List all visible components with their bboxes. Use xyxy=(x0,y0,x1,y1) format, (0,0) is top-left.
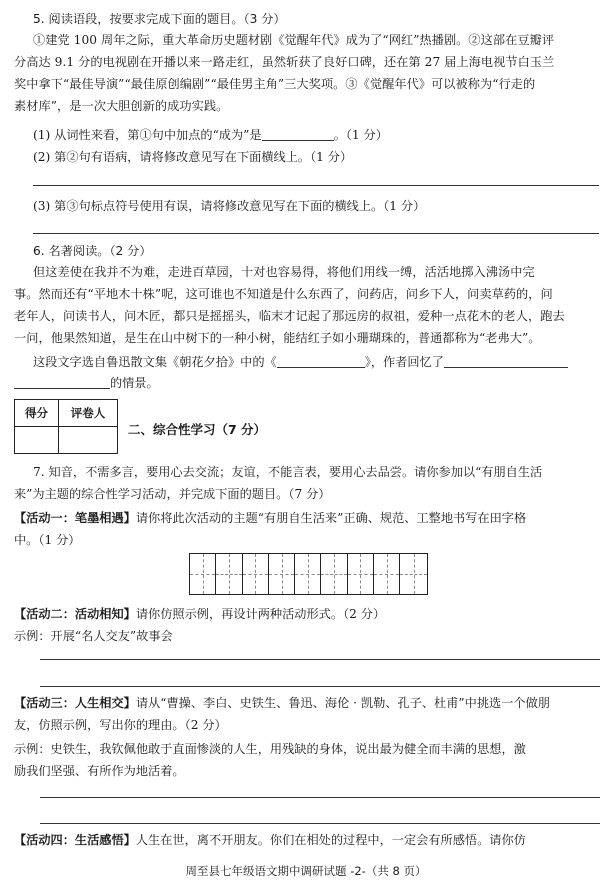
q5-title: 5. 阅读语段，按要求完成下面的题目。（3 分） xyxy=(33,12,286,26)
q6-essay-title-blank[interactable] xyxy=(277,367,365,368)
q5-passage-line-3: 奖中拿下“最佳导演”“最佳原创编剧”“最佳男主角”三大奖项。③《觉醒年代》可以被称为“行走的 xyxy=(14,77,536,91)
grid-cell[interactable] xyxy=(243,554,269,594)
q6-question xyxy=(33,352,568,372)
q5-sub2-answer-line[interactable] xyxy=(33,185,599,186)
q5-sub1 xyxy=(33,125,388,145)
activity-2-answer-line-1[interactable] xyxy=(40,659,600,660)
activity-2-example: 示例：开展“名人交友”故事会 xyxy=(14,629,173,643)
activity-3-example-line-1: 示例：史铁生，我钦佩他敢于直面惨淡的人生，用残缺的身体，说出最为健全而丰满的思想，激 xyxy=(14,742,526,756)
grid-cell[interactable] xyxy=(190,554,216,594)
q6-question-cont xyxy=(14,373,159,393)
grader-header: 评卷人 xyxy=(59,400,118,427)
q6-question-mid: 》，作者回忆了 xyxy=(364,355,444,369)
grid-cell[interactable] xyxy=(269,554,295,594)
q6-passage-line-1: 但这差使在我并不为难，走进百草园，十对也容易得，将他们用线一缚，活活地掷入沸汤中完 xyxy=(33,265,535,279)
q5-passage-line-2: 分高达 9.1 分的电视剧在开播以来一路走红，虽然斩获了良好口碑，还在第 27 届上海电视节白玉兰 xyxy=(14,55,555,69)
activity-2-label: 【活动二：活动相知】 xyxy=(14,607,136,621)
activity-3-cont: 友，仿照示例，写出你的理由。（2 分） xyxy=(14,718,227,732)
grid-cell[interactable] xyxy=(400,554,426,594)
activity-1-text: 请你将此次活动的主题“有朋自生活来”正确、规范、工整地书写在田字格 xyxy=(135,511,527,525)
activity-4-text: 人生在世，离不开朋友。你们在相处的过程中，一定会有所感悟。请你仿 xyxy=(135,833,526,847)
q5-passage-line-4: 素材库”，是一次大胆创新的成功实践。 xyxy=(14,99,229,113)
activity-2-text: 请你仿照示例，再设计两种活动形式。（2 分） xyxy=(135,607,386,621)
score-cell[interactable] xyxy=(15,427,59,454)
grid-cell[interactable] xyxy=(374,554,400,594)
q6-passage-line-3: 老年人，问读书人，问木匠，都只是摇摇头，临末才记起了那远房的叔祖，爱种一点花木的老人，跑去 xyxy=(14,309,565,323)
tianzige-grid[interactable] xyxy=(189,553,428,595)
activity-3-text: 请从“曹操、李白、史铁生、鲁迅、海伦 · 凯勒、孔子、杜甫”中挑选一个做朋 xyxy=(135,696,550,710)
grid-cell[interactable] xyxy=(216,554,242,594)
q7-intro-line-1: 7. 知音，不需多言，要用心去交流；友谊，不能言表，要用心去品尝。请你参加以“有朋自生活 xyxy=(33,465,543,479)
score-header: 得分 xyxy=(15,400,59,427)
q5-sub1-score: 。（1 分） xyxy=(333,128,388,142)
q5-sub1-text: (1) 从词性来看，第①句中加点的“成为”是 xyxy=(33,128,262,142)
grid-cell[interactable] xyxy=(321,554,347,594)
q5-sub3-answer-line[interactable] xyxy=(33,233,599,234)
activity-3-label: 【活动三：人生相交】 xyxy=(14,696,136,710)
q6-memory-blank-2[interactable] xyxy=(14,388,110,389)
activity-3-answer-line-2[interactable] xyxy=(40,823,600,824)
q5-passage-line-1: ①建党 100 周年之际，重大革命历史题材剧《觉醒年代》成为了“网红”热播剧。②这部在豆瓣评 xyxy=(33,33,555,47)
q6-passage-line-4: 一问，他果然知道，是生在山中树下的一种小树，能结红子如小珊瑚珠的，普通都称为“老弗大”。 xyxy=(14,331,541,345)
q6-passage-line-2: 事。然而还有“平地木十株”呢，这可谁也不知道是什么东西了，问药店，问乡下人，问卖草药的，问 xyxy=(14,287,553,301)
score-table xyxy=(14,399,118,454)
q6-question-end: 的情景。 xyxy=(110,376,159,390)
q7-intro-line-2: 来”为主题的综合性学习活动，并完成下面的题目。（7 分） xyxy=(14,487,331,501)
activity-3-example-line-2: 励我们坚强、有所作为地活着。 xyxy=(14,764,185,778)
grid-cell[interactable] xyxy=(295,554,321,594)
activity-2 xyxy=(14,604,385,624)
page-footer: 周至县七年级语文期中调研试题 -2-（共 8 页） xyxy=(185,864,427,878)
activity-1 xyxy=(14,508,526,528)
activity-4 xyxy=(14,830,526,850)
q6-memory-blank-1[interactable] xyxy=(444,367,568,368)
grader-cell[interactable] xyxy=(59,427,118,454)
activity-4-label: 【活动四：生活感悟】 xyxy=(14,833,136,847)
section-2-heading: 二、综合性学习（7 分） xyxy=(128,422,267,437)
activity-3-answer-line-1[interactable] xyxy=(40,797,600,798)
q5-sub3: (3) 第③句标点符号使用有误，请将修改意见写在下面的横线上。（1 分） xyxy=(33,199,426,213)
q6-question-text: 这段文字选自鲁迅散文集《朝花夕拾》中的《 xyxy=(33,355,277,369)
activity-2-answer-line-2[interactable] xyxy=(40,686,600,687)
activity-1-label: 【活动一：笔墨相遇】 xyxy=(14,511,136,525)
q6-title: 6. 名著阅读。（2 分） xyxy=(33,244,152,258)
activity-1-cont: 中。（1 分） xyxy=(14,533,81,547)
q5-sub2: (2) 第②句有语病，请将修改意见写在下面横线上。（1 分） xyxy=(33,150,353,164)
q5-sub1-blank[interactable] xyxy=(262,140,334,141)
grid-cell[interactable] xyxy=(348,554,374,594)
activity-3 xyxy=(14,693,550,713)
